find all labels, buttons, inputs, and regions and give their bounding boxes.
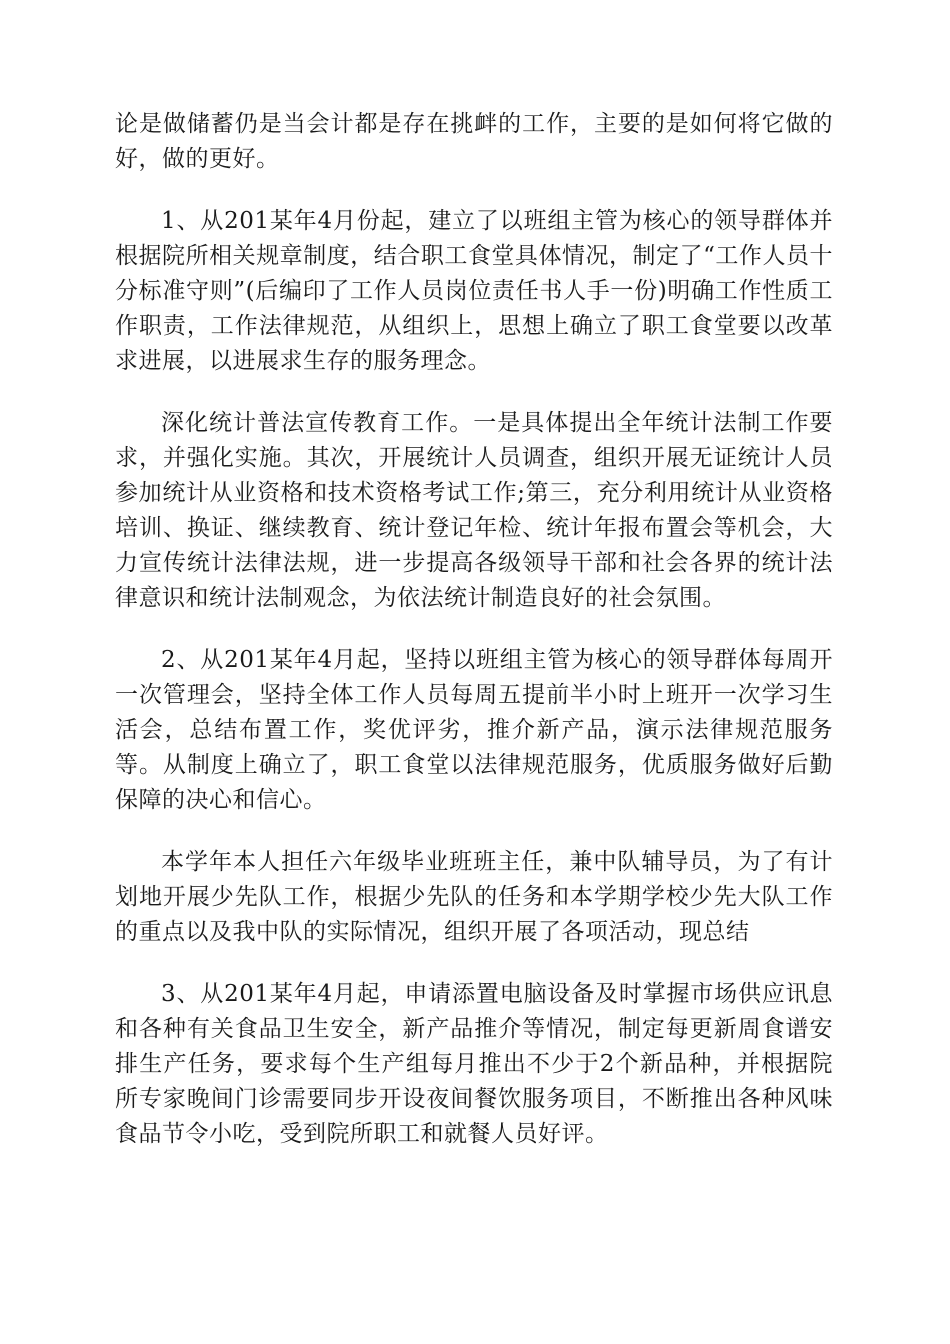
- paragraph-continuation: 论是做储蓄仍是当会计都是存在挑衅的工作，主要的是如何将它做的好，做的更好。: [115, 111, 833, 172]
- document-body: [115, 107, 833, 1179]
- paragraph-class-teacher: 本学年本人担任六年级毕业班班主任，兼中队辅导员，为了有计划地开展少先队工作，根据少先队的任务和本学期学校少先大队工作的重点以及我中队的实际情况，组织开展了各项活动，现总结: [115, 849, 833, 945]
- paragraph-item-2: 2、从201某年4月起，坚持以班组主管为核心的领导群体每周开一次管理会，坚持全体工作人员每周五提前半小时上班开一次学习生活会，总结布置工作，奖优评劣，推介新产品，演示法律规范服务等。从制度上确立了，职工食堂以法律规范服务，优质服务做好后勤保障的决心和信心。: [115, 647, 833, 813]
- paragraph-item-1: 1、从201某年4月份起，建立了以班组主管为核心的领导群体并根据院所相关规章制度，结合职工食堂具体情况，制定了“工作人员十分标准守则”(后编印了工作人员岗位责任书人手一份)明确工作性质工作职责，工作法律规范，从组织上，思想上确立了职工食堂要以改革求进展，以进展求生存的服务理念。: [115, 208, 833, 374]
- paragraph-legal-education: 深化统计普法宣传教育工作。一是具体提出全年统计法制工作要求，并强化实施。其次，开展统计人员调查，组织开展无证统计人员参加统计从业资格和技术资格考试工作;第三，充分利用统计从业资格培训、换证、继续教育、统计登记年检、统计年报布置会等机会，大力宣传统计法律法规，进一步提高各级领导干部和社会各界的统计法律意识和统计法制观念，为依法统计制造良好的社会氛围。: [115, 410, 833, 611]
- paragraph-item-3: 3、从201某年4月起，申请添置电脑设备及时掌握市场供应讯息和各种有关食品卫生安全，新产品推介等情况，制定每更新周食谱安排生产任务，要求每个生产组每月推出不少于2个新品种，并根据院所专家晚间门诊需要同步开设夜间餐饮服务项目，不断推出各种风味食品节令小吃，受到院所职工和就餐人员好评。: [115, 981, 833, 1147]
